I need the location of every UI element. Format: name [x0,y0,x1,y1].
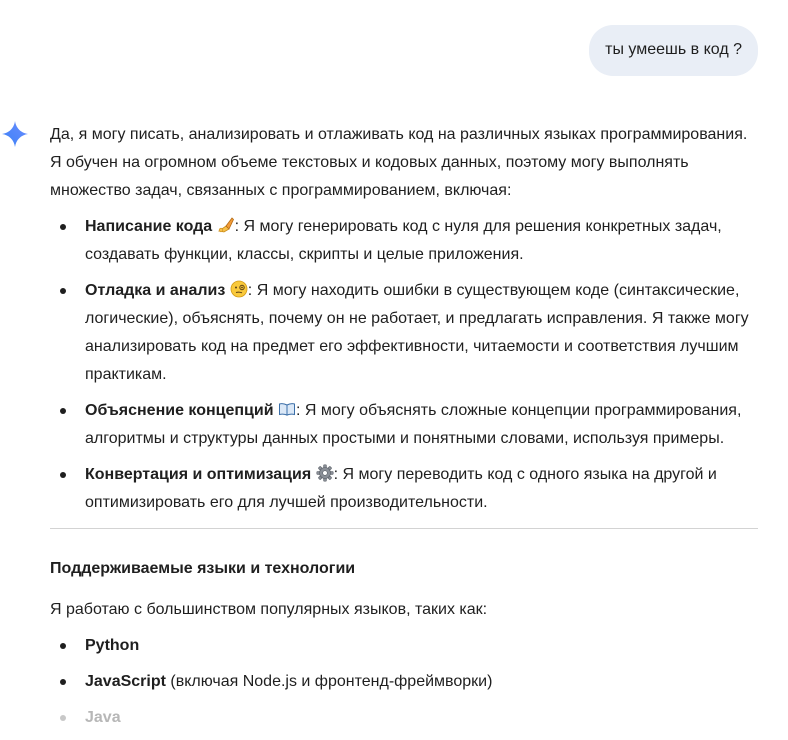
list-item [50,704,758,732]
response-intro: Да, я могу писать, анализировать и отлаживать код на различных языках программирования. Я обучен на огромном объеме текстовых и кодовых данных, поэтому могу выполнять множество задач, связанных с программированием, включая: [50,126,748,199]
language-name: Java [85,709,121,726]
list-item [50,397,758,453]
open-book-icon [278,400,296,418]
capability-text: : Я могу генерировать код с нуля для решения конкретных задач, создавать функции, классы, скрипты и целые приложения. [85,218,722,263]
gear-icon [316,464,334,482]
list-item [50,461,758,517]
list-item [50,277,758,389]
section-intro: Я работаю с большинством популярных языков, таких как: [50,601,488,618]
monocle-face-icon [230,280,248,298]
section-title: Поддерживаемые языки и технологии [50,560,356,577]
writing-hand-icon [217,216,235,234]
capability-title: Объяснение концепций [85,402,274,419]
language-name: JavaScript [85,673,166,690]
assistant-response [50,121,758,740]
list-item [50,668,758,696]
capabilities-list [50,213,758,517]
language-name: Python [85,637,140,654]
user-message-bubble [589,25,758,76]
capability-title: Отладка и анализ [85,282,226,299]
section-divider [50,528,758,529]
capability-text: : Я могу переводить код с одного языка на другой и оптимизировать его для лучшей производительности. [85,466,717,511]
list-item [50,632,758,660]
languages-list [50,632,758,732]
gemini-sparkle-icon [2,121,28,147]
capability-title: Конвертация и оптимизация [85,466,312,483]
capability-title: Написание кода [85,218,213,235]
list-item [50,213,758,269]
user-message-text: ты умеешь в код ? [605,41,742,58]
capability-text: : Я могу находить ошибки в существующем коде (синтаксические, логические), объяснять, почему он не работает, и предлагать исправления. Я также могу анализировать код на предмет его эффективности, читаемости и соответствия лучшим практикам. [85,282,749,383]
language-note: (включая Node.js и фронтенд-фреймворки) [165,673,493,690]
capability-text: : Я могу объяснять сложные концепции программирования, алгоритмы и структуры данных простыми и понятными словами, используя примеры. [85,402,742,447]
